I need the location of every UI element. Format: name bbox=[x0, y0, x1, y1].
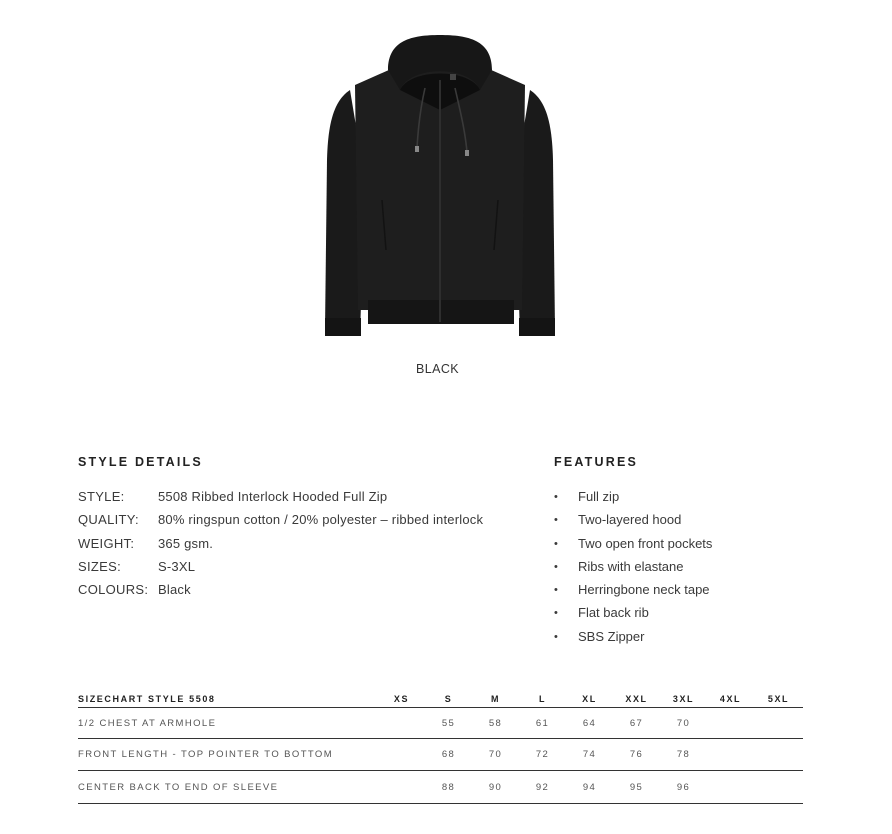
table-cell bbox=[707, 771, 754, 804]
table-cell: 70 bbox=[660, 708, 707, 739]
size-chart-header bbox=[78, 690, 803, 708]
features-list bbox=[554, 489, 854, 652]
features-heading: FEATURES bbox=[554, 455, 639, 469]
detail-row-weight bbox=[78, 536, 538, 559]
table-cell: 68 bbox=[425, 739, 472, 771]
table-cell: 96 bbox=[660, 771, 707, 804]
bullet-icon: • bbox=[554, 630, 558, 643]
detail-row-style bbox=[78, 489, 538, 512]
table-cell: 76 bbox=[613, 739, 660, 771]
bullet-icon: • bbox=[554, 537, 558, 550]
feature-item bbox=[554, 582, 854, 605]
hoodie-icon bbox=[300, 30, 580, 350]
style-details-heading: STYLE DETAILS bbox=[78, 455, 203, 469]
table-cell: 78 bbox=[660, 739, 707, 771]
detail-value: Black bbox=[158, 582, 191, 598]
detail-label: COLOURS: bbox=[78, 582, 149, 598]
detail-row-quality bbox=[78, 512, 538, 535]
bullet-icon: • bbox=[554, 491, 558, 503]
detail-value: 5508 Ribbed Interlock Hooded Full Zip bbox=[158, 489, 388, 504]
size-header: S bbox=[425, 690, 472, 708]
feature-item bbox=[554, 512, 854, 535]
table-cell: 70 bbox=[472, 739, 519, 771]
size-header: XS bbox=[378, 690, 425, 708]
table-cell bbox=[378, 708, 425, 739]
size-header: 5XL bbox=[754, 690, 803, 708]
size-header: XXL bbox=[613, 690, 660, 708]
measurement-label: CENTER BACK TO END OF SLEEVE bbox=[78, 771, 378, 804]
table-cell bbox=[754, 708, 803, 739]
detail-row-colours bbox=[78, 582, 538, 605]
feature-text: SBS Zipper bbox=[578, 628, 645, 644]
table-cell bbox=[754, 771, 803, 804]
table-cell bbox=[378, 771, 425, 804]
feature-item bbox=[554, 629, 854, 652]
feature-item bbox=[554, 489, 854, 512]
table-row bbox=[78, 739, 803, 771]
table-cell bbox=[378, 739, 425, 771]
style-details-list bbox=[78, 489, 538, 605]
size-header: 3XL bbox=[660, 690, 707, 708]
feature-item bbox=[554, 536, 854, 559]
table-cell: 95 bbox=[613, 771, 660, 804]
detail-label: WEIGHT: bbox=[78, 535, 135, 551]
bullet-icon: • bbox=[554, 607, 558, 620]
table-cell: 61 bbox=[519, 708, 566, 739]
feature-item bbox=[554, 605, 854, 628]
table-cell: 58 bbox=[472, 708, 519, 739]
detail-value: S-3XL bbox=[158, 558, 196, 574]
size-chart-table bbox=[78, 690, 803, 804]
feature-text: Two open front pockets bbox=[578, 535, 713, 551]
size-header: M bbox=[472, 690, 519, 708]
table-cell: 88 bbox=[425, 771, 472, 804]
detail-label: QUALITY: bbox=[78, 512, 139, 528]
table-cell: 92 bbox=[519, 771, 566, 804]
detail-value: 365 gsm. bbox=[158, 535, 214, 551]
size-header: XL bbox=[566, 690, 613, 708]
feature-item bbox=[554, 559, 854, 582]
table-cell: 90 bbox=[472, 771, 519, 804]
table-cell bbox=[754, 739, 803, 771]
table-cell: 64 bbox=[566, 708, 613, 739]
table-row bbox=[78, 771, 803, 804]
feature-text: Herringbone neck tape bbox=[578, 582, 710, 598]
table-cell: 67 bbox=[613, 708, 660, 739]
measurement-label: FRONT LENGTH - TOP POINTER TO BOTTOM bbox=[78, 739, 378, 771]
feature-text: Full zip bbox=[578, 489, 620, 504]
table-cell: 72 bbox=[519, 739, 566, 771]
feature-text: Flat back rib bbox=[578, 605, 649, 621]
table-cell bbox=[707, 739, 754, 771]
detail-label: SIZES: bbox=[78, 558, 121, 574]
feature-text: Two-layered hood bbox=[578, 512, 682, 528]
bullet-icon: • bbox=[554, 560, 558, 573]
detail-label: STYLE: bbox=[78, 489, 125, 504]
bullet-icon: • bbox=[554, 514, 558, 527]
detail-row-sizes bbox=[78, 559, 538, 582]
detail-value: 80% ringspun cotton / 20% polyester – ribbed interlock bbox=[158, 512, 484, 528]
feature-text: Ribs with elastane bbox=[578, 558, 684, 574]
table-cell: 74 bbox=[566, 739, 613, 771]
measurement-label: 1/2 CHEST AT ARMHOLE bbox=[78, 708, 378, 739]
size-header: 4XL bbox=[707, 690, 754, 708]
size-header: L bbox=[519, 690, 566, 708]
table-cell: 55 bbox=[425, 708, 472, 739]
size-chart-title: SIZECHART STYLE 5508 bbox=[78, 690, 378, 708]
color-caption: BLACK bbox=[416, 362, 459, 376]
table-cell: 94 bbox=[566, 771, 613, 804]
bullet-icon: • bbox=[554, 584, 558, 597]
product-image bbox=[300, 30, 580, 350]
table-row bbox=[78, 708, 803, 739]
table-cell bbox=[707, 708, 754, 739]
